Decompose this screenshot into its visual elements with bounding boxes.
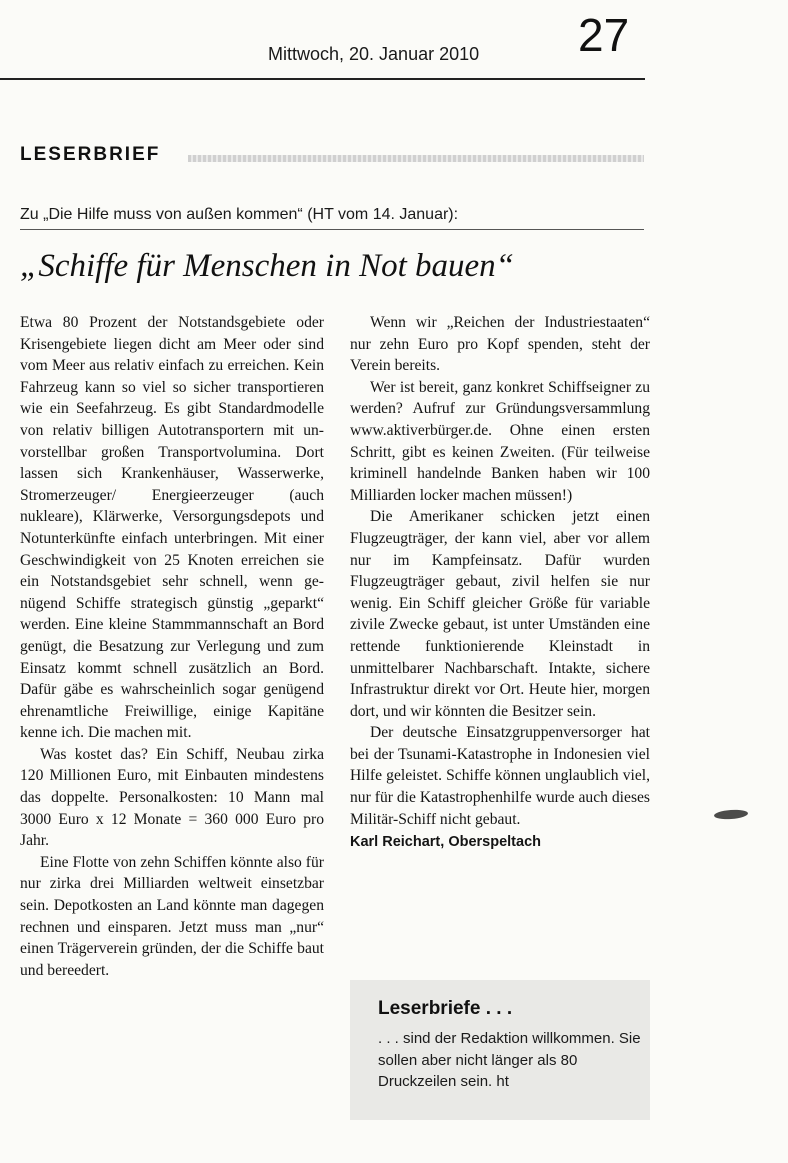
letter-signature: Karl Reichart, Oberspeltach xyxy=(350,834,541,851)
page-date: Mittwoch, 20. Januar 2010 xyxy=(268,44,480,64)
letter-paragraph: Was kostet das? Ein Schiff, Neubau zirka 120 Millionen Euro, mit Einbauten mindestens das doppelte. Personalkosten: 10 Mann mal 3000 Euro x 12 Monate = 360 000 Euro pro Jahr. xyxy=(20,745,324,850)
letter-paragraph: Wenn wir „Reichen der Industriestaaten“ nur zehn Euro pro Kopf spenden, steht der Verein bereits. xyxy=(350,314,650,375)
reference-rule xyxy=(20,229,644,230)
section-rule xyxy=(188,155,644,162)
letter-paragraph: Etwa 80 Prozent der Notstandsgebiete oder Krisengebiete liegen dicht am Meer oder sind vom Meer aus relativ einfach zu erreichen. Kein Fahrzeug kann so viel so sicher transportieren wie ein Seefahrzeug. Es gibt Standardmodelle von relativ billigen Autotransportern mit unvorstellbar großen Transportvolumina. Dort lassen sich Krankenhäuser, Wasserwerke, Stromerzeuger/ Energieerzeuger (auch nukleare), Klärwerke, Versorgungsdepots und Notunterkünfte einfach unterbringen. Mit einer Geschwindigkeit von 25 Knoten erreichen sie ein Notstandsgebiet sehr schnell, wenn genügend Schiffe strategisch günstig „geparkt“ werden. Eine kleine Stammmannschaft an Bord genügt, die Besatzung zur Verlegung und zum Einsatz kommt schnell zusätzlich an Bord. Dafür gäbe es wahrscheinlich sogar genügend ehrenamtliche Freiwillige, einige Kapitäne kenne ich. Die machen mit. xyxy=(20,314,324,742)
letter-paragraph: Die Amerikaner schicken jetzt einen Flugzeugträger, der kann viel, aber vor allem nur im Kampfeinsatz. Dafür wurden Flugzeugträger gebaut, zivil helfen sie nur wenig. Ein Schiff gleicher Größe für variable zivile Zwecke gebaut, ist unter Umständen eine rettende funktionierende Kleinstadt in unmittelbarer Nachbarschaft. Intakte, sichere Infrastruktur direkt vor Ort. Heute hier, morgen dort, und wir könnten die Besitzer sein. xyxy=(350,508,650,720)
reference-line: Zu „Die Hilfe muss von außen kommen“ (HT vom 14. Januar): xyxy=(20,206,459,223)
letter-column-left xyxy=(20,312,324,981)
letter-paragraph: Der deutsche Einsatzgruppenversorger hat bei der Tsunami-Katastrophe in Indonesien viel Hilfe geleistet. Schiffe können unglaublich viel, nur für die Katastrophenhilfe wurde auch dieses Militär-Schiff nicht gebaut. xyxy=(350,724,650,828)
ink-smudge xyxy=(714,809,749,820)
page-number: 27 xyxy=(578,9,630,61)
letter-column-right xyxy=(350,312,650,854)
header-rule xyxy=(0,78,645,80)
reader-letters-infobox xyxy=(350,980,650,1120)
letter-paragraph: Wer ist bereit, ganz konkret Schiffseigner zu werden? Aufruf zur Gründungsversammlung www.aktiverbürger.de. Ohne einen ersten Schritt, gibt es keinen Zweiten. (Für teilweise kriminell handelnde Banken haben wir 100 Milliarden locker machen müssen!) xyxy=(350,378,650,504)
infobox-title: Leserbriefe . . . xyxy=(378,998,513,1019)
section-label: LESERBRIEF xyxy=(20,144,161,165)
headline: „Schiffe für Menschen in Not bauen“ xyxy=(20,248,515,284)
letter-paragraph: Eine Flotte von zehn Schiffen könnte also für nur zirka drei Milliarden weltweit einsetzbar sein. Depotkosten an Land könnte man dagegen rechnen und einsparen. Jetzt muss man „nur“ einen Trägerverein gründen, der die Schiffe baut und bereedert. xyxy=(20,853,324,979)
infobox-text: . . . sind der Redaktion willkommen. Sie sollen aber nicht länger als 80 Druckzeilen sein. ht xyxy=(378,1030,641,1090)
